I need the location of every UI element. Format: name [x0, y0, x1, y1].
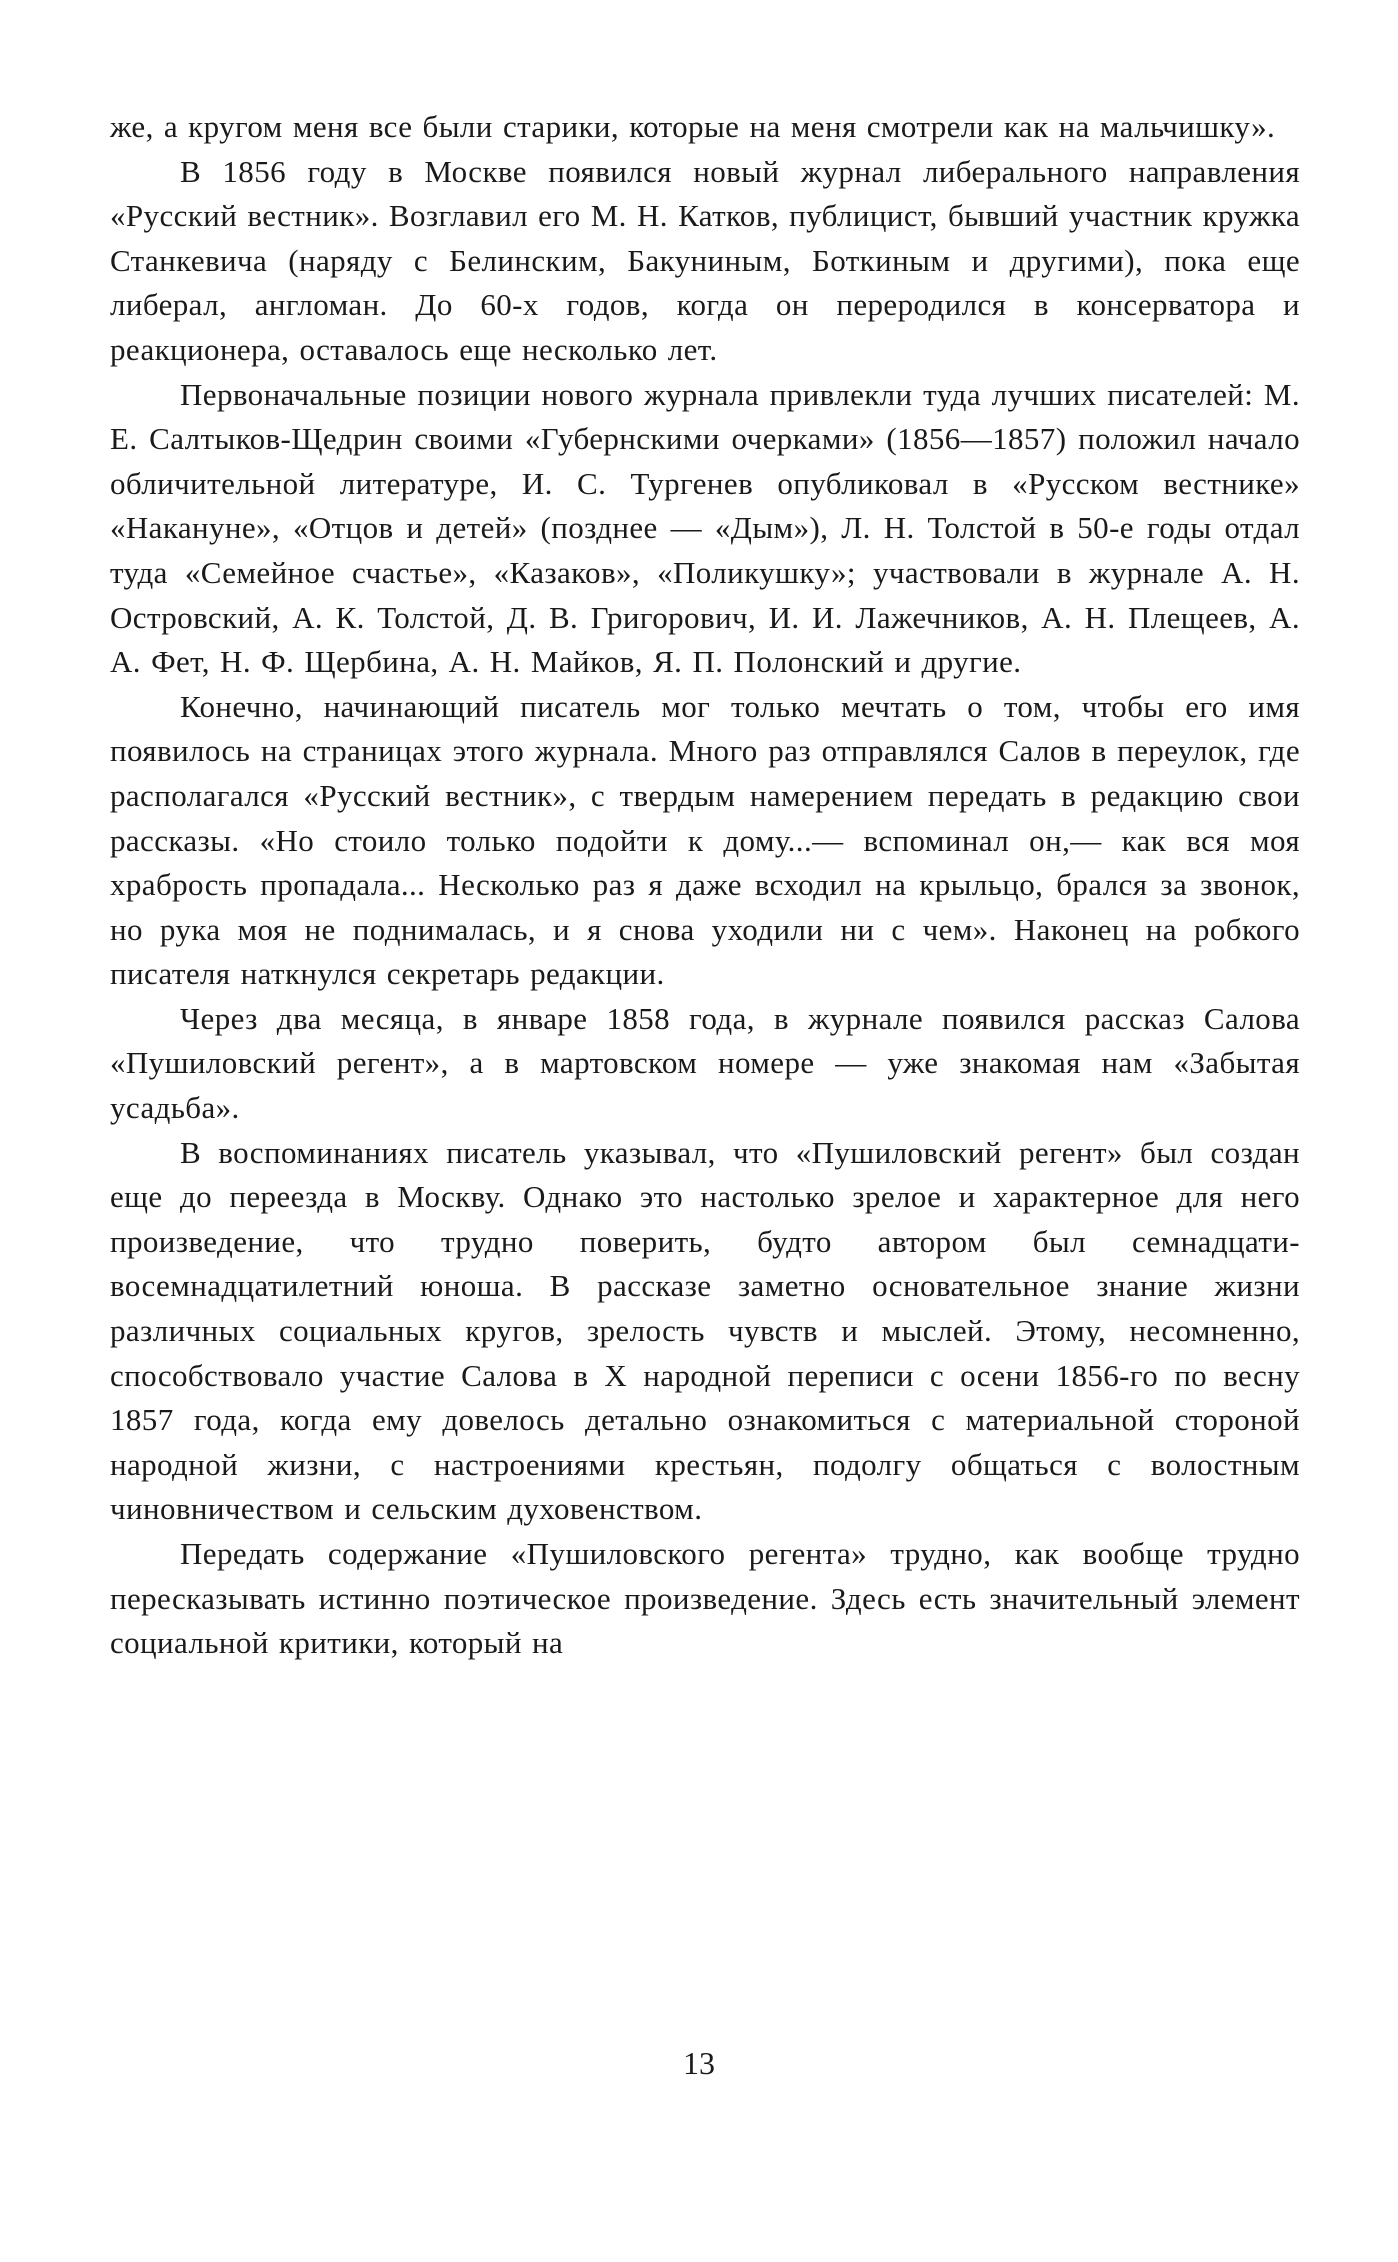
paragraph-russky-vestnik: В 1856 году в Москве появился новый журнал либерального направления «Русский вестник». Возглавил его М. Н. Катков, публицист, бывший участник кружка Станкевича (наряду с Белинским, Бакуниным, Боткиным и другими), пока еще либерал, англоман. До 60-х годов, когда он переродился в консерватора и реакционера, оставалось еще несколько лет. — [110, 153, 1300, 367]
paragraph-salov-visits: Конечно, начинающий писатель мог только мечтать о том, чтобы его имя появилось на страницах этого журнала. Много раз отправлялся Салов в переулок, где располагался «Русский вестник», с твердым намерением передать в редакцию свои рассказы. «Но стоило только подойти к дому...— вспоминал он,— как вся моя храбрость пропадала... Несколько раз я даже всходил на крыльцо, брался за звонок, но рука моя не поднималась, и я снова уходили ни с чем». Наконец на робкого писателя наткнулся секретарь редакции. — [110, 688, 1300, 992]
paragraph-publication: Через два месяца, в январе 1858 года, в журнале появился рассказ Салова «Пушиловский регент», а в мартовском номере — уже знакомая нам «Забытая усадьба». — [110, 1000, 1300, 1126]
page-number: 13 — [683, 2045, 715, 2081]
page-body — [110, 105, 1300, 1666]
paragraph-memoirs: В воспоминаниях писатель указывал, что «Пушиловский регент» был создан еще до переезда в Москву. Однако это настолько зрелое и характерное для него произведение, что трудно поверить, будто автором был семнадцати-восемнадцатилетний юноша. В рассказе заметно основательное знание жизни различных социальных кругов, зрелость чувств и мыслей. Этому, несомненно, способствовало участие Салова в X народной переписи с осени 1856-го по весну 1857 года, когда ему довелось детально ознакомиться с материальной стороной народной жизни, с настроениями крестьян, подолгу общаться с волостным чиновничеством и сельским духовенством. — [110, 1134, 1300, 1527]
paragraph-continuation: же, а кругом меня все были старики, которые на меня смотрели как на мальчишку». — [110, 109, 1276, 144]
paragraph-content: Передать содержание «Пушиловского регента» трудно, как вообще трудно пересказывать истинно поэтическое произведение. Здесь есть значительный элемент социальной критики, который на — [110, 1536, 1300, 1661]
paragraph-journal-writers: Первоначальные позиции нового журнала привлекли туда лучших писателей: М. Е. Салтыков-Щедрин своими «Губернскими очерками» (1856—1857) положил начало обличительной литературе, И. С. Тургенев опубликовал в «Русском вестнике» «Накануне», «Отцов и детей» (позднее — «Дым»), Л. Н. Толстой в 50-е годы отдал туда «Семейное счастье», «Казаков», «Поликушку»; участвовали в журнале А. Н. Островский, А. К. Толстой, Д. В. Григорович, И. И. Лажечников, А. Н. Плещеев, А. А. Фет, Н. Ф. Щербина, А. Н. Майков, Я. П. Полонский и другие. — [110, 376, 1300, 680]
